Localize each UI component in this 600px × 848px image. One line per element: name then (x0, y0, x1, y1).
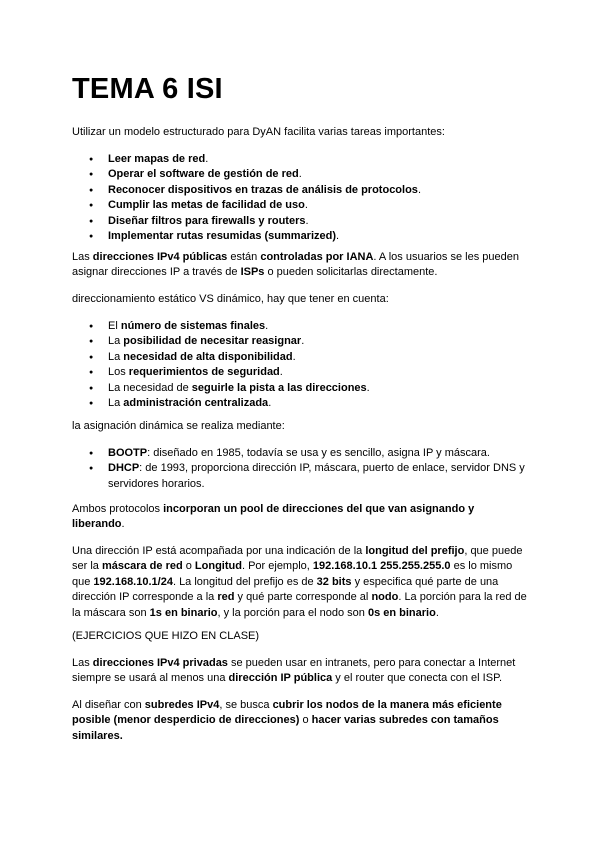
tasks-list (72, 152, 421, 244)
list-item: ● Reconocer dispositivos en trazas de análisis de protocolos. (72, 183, 421, 198)
dynamic-intro: la asignación dinámica se realiza mediante: (72, 420, 285, 432)
ipv4-private-paragraph: Las direcciones IPv4 privadas se pueden usar en intranets, pero para conectar a Internet siempre se usará al menos una dirección IP pública y el router que conecta con el ISP. (72, 657, 516, 685)
list-item: ● Los requerimientos de seguridad. (72, 365, 370, 380)
list-item: ● Diseñar filtros para firewalls y routers. (72, 214, 421, 229)
ipv4-public-paragraph: Las direcciones IPv4 públicas están controladas por IANA. A los usuarios se les pueden asignar direcciones IP a través de ISPs o pueden solicitarlas directamente. (72, 251, 519, 279)
protocols-list (72, 446, 528, 492)
both-protocols-paragraph: Ambos protocolos incorporan un pool de direcciones del que van asignando y liberando. (72, 503, 475, 531)
page-title: TEMA 6 ISI (72, 73, 223, 105)
list-item: ● La necesidad de seguirle la pista a las direcciones. (72, 381, 370, 396)
list-item: ● La posibilidad de necesitar reasignar. (72, 334, 370, 349)
list-item: ● La administración centralizada. (72, 396, 370, 411)
list-item: ● DHCP: de 1993, proporciona dirección IP, máscara, puerto de enlace, servidor DNS y servidores horarios. (72, 461, 528, 492)
subnets-paragraph: Al diseñar con subredes IPv4, se busca cubrir los nodos de la manera más eficiente posible (menor desperdicio de direcciones) o hacer varias subredes con tamaños similares. (72, 699, 502, 742)
list-item: ● Implementar rutas resumidas (summarized). (72, 229, 421, 244)
list-item: ● Cumplir las metas de facilidad de uso. (72, 198, 421, 213)
document-content (72, 72, 528, 742)
list-item: ● Operar el software de gestión de red. (72, 167, 421, 182)
considerations-list (72, 319, 370, 411)
list-item: ● BOOTP: diseñado en 1985, todavía se usa y es sencillo, asigna IP y máscara. (72, 446, 528, 461)
prefix-paragraph: Una dirección IP está acompañada por una indicación de la longitud del prefijo, que puede ser la máscara de red o Longitud. Por ejemplo, 192.168.10.1 255.255.255.0 es lo mismo que 192.168.10.1/24. La longitud del prefijo es de 32 bits y especifica qué parte de una dirección IP corresponde a la red y qué parte corresponde al nodo. La porción para la red de la máscara son 1s en binario, y la porción para el nodo son 0s en binario. (72, 545, 527, 619)
static-dynamic-intro: direccionamiento estático VS dinámico, hay que tener en cuenta: (72, 293, 389, 305)
list-item: ● La necesidad de alta disponibilidad. (72, 350, 370, 365)
list-item: ● Leer mapas de red. (72, 152, 421, 167)
intro-paragraph: Utilizar un modelo estructurado para DyAN facilita varias tareas importantes: (72, 126, 445, 138)
exercises-note: (EJERCICIOS QUE HIZO EN CLASE) (72, 630, 260, 642)
list-item: ● El número de sistemas finales. (72, 319, 370, 334)
